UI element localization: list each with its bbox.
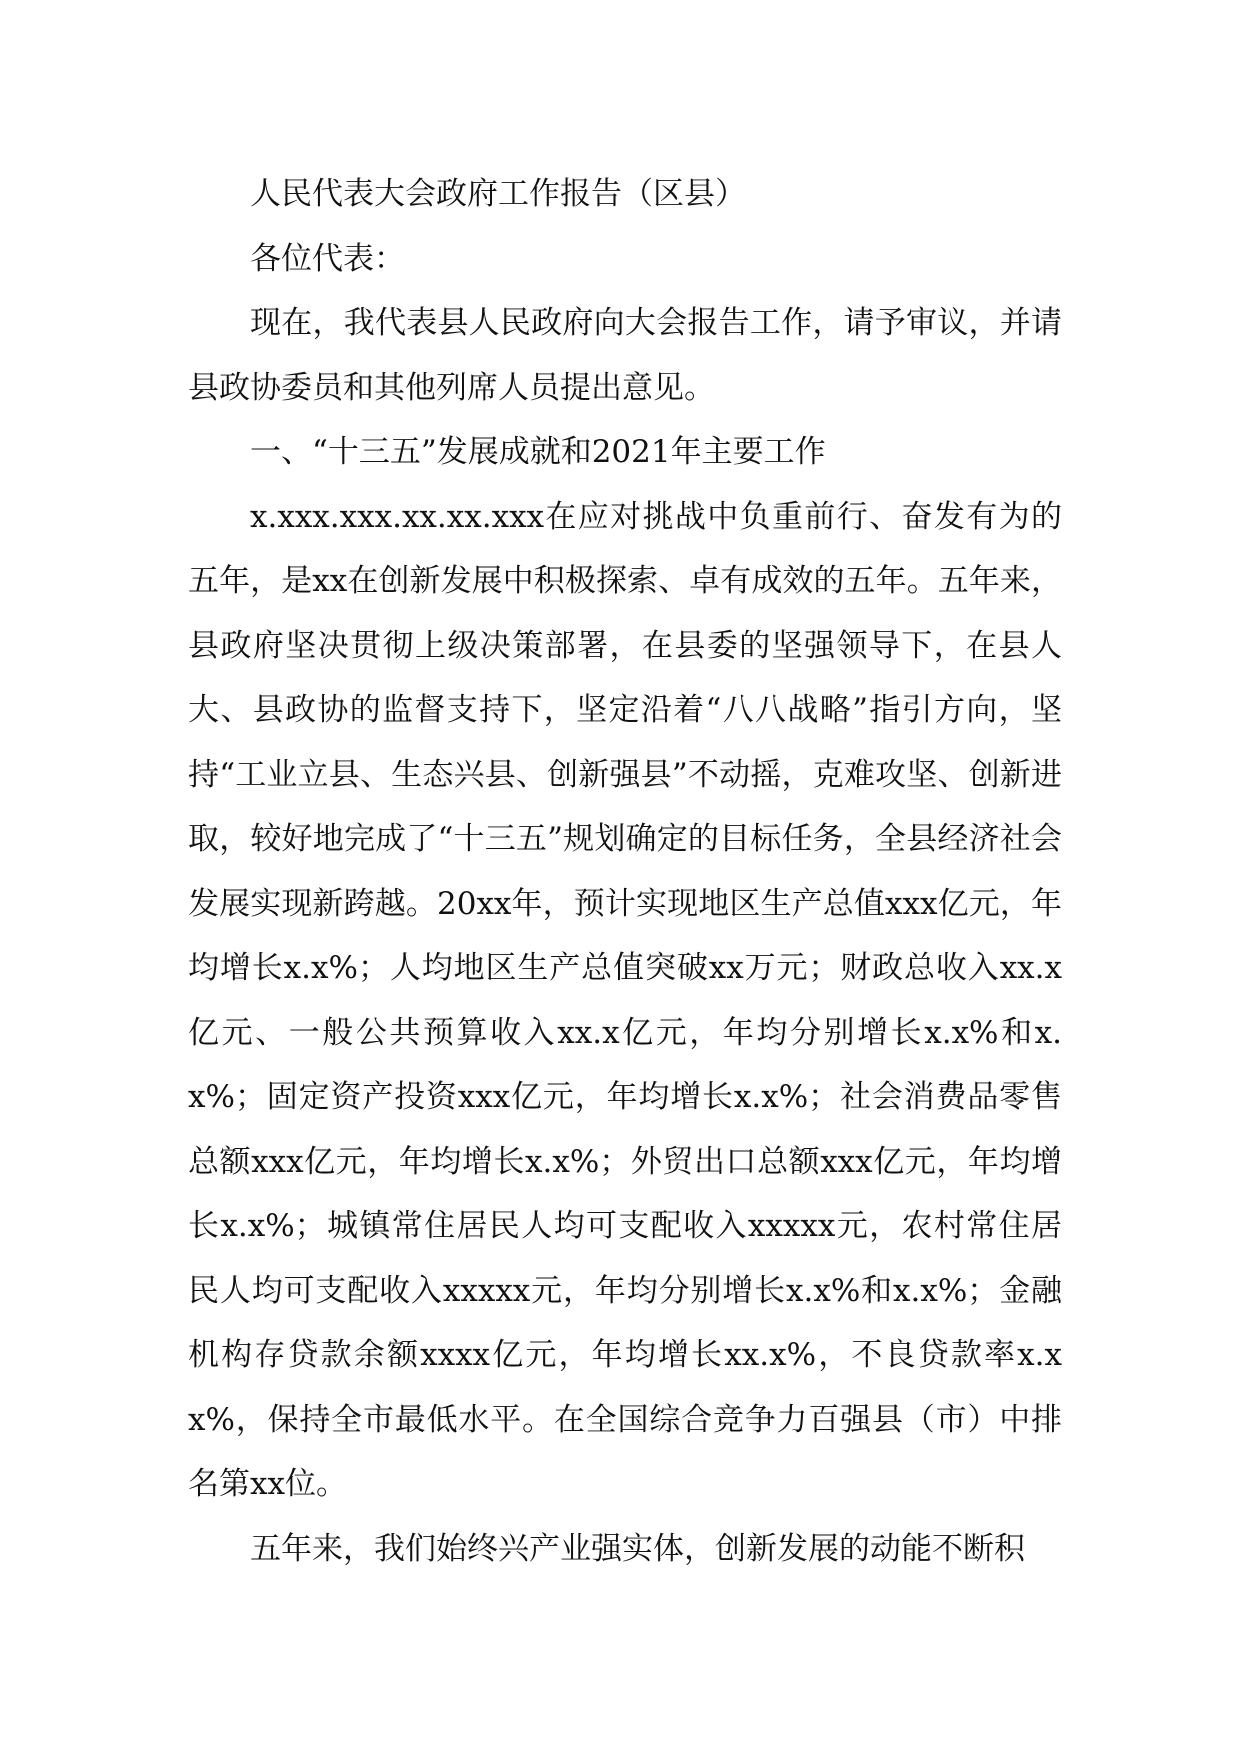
salutation: 各位代表： [250,240,405,277]
document-title: 人民代表大会政府工作报告（区县） [250,176,746,212]
section-heading: 一、“十三五”发展成就和2021年主要工作 [250,434,826,470]
document-body [188,162,1062,1581]
paragraph-industry: 五年来，我们始终兴产业强实体，创新发展的动能不断积 [250,1530,1025,1567]
paragraph-opening: 现在，我代表县人民政府向大会报告工作，请予审议，并请县政协委员和其他列席人员提出意见。 [188,305,1062,406]
paragraph-achievements: x.xxx.xxx.xx.xx.xxx在应对挑战中负重前行、奋发有为的五年，是xx在创新发展中积极探索、卓有成效的五年。五年来，县政府坚决贯彻上级决策部署，在县委的坚强领导下，在县人大、县政协的监督支持下，坚定沿着“八八战略”指引方向，坚持“工业立县、生态兴县、创新强县”不动摇，克难攻坚、创新进取，较好地完成了“十三五”规划确定的目标任务，全县经济社会发展实现新跨越。20xx年，预计实现地区生产总值xxx亿元，年均增长x.x%；人均地区生产总值突破xx万元；财政总收入xx.x亿元、一般公共预算收入xx.x亿元，年均分别增长x.x%和x.x%；固定资产投资xxx亿元，年均增长x.x%；社会消费品零售总额xxx亿元，年均增长x.x%；外贸出口总额xxx亿元，年均增长x.x%；城镇常住居民人均可支配收入xxxxx元，农村常住居民人均可支配收入xxxxx元，年均分别增长x.x%和x.x%；金融机构存贷款余额xxxx亿元，年均增长xx.x%，不良贷款率x.xx%，保持全市最低水平。在全国综合竞争力百强县（市）中排名第xx位。 [188,498,1062,1502]
